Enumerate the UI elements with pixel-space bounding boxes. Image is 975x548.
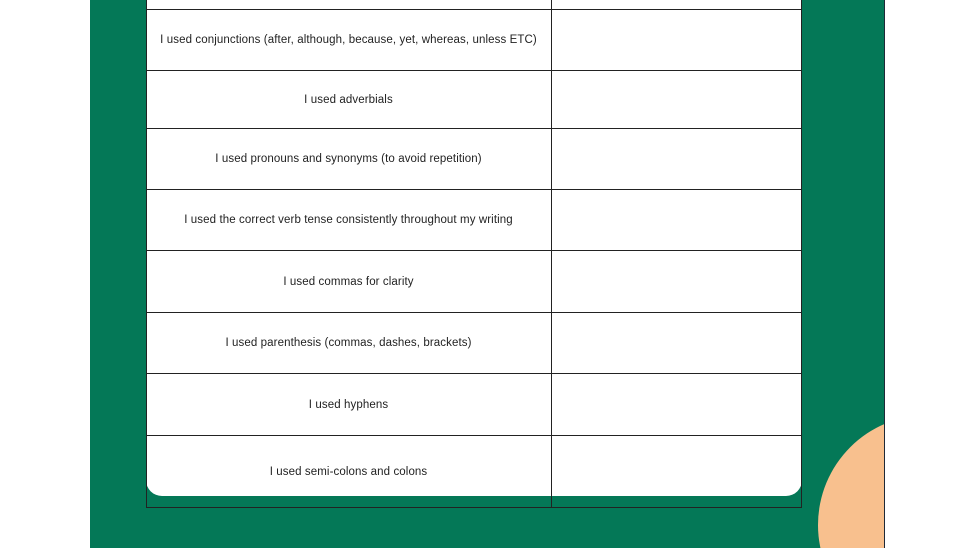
checkbox-cell[interactable] [552,313,801,373]
checkbox-cell[interactable] [552,374,801,435]
checkbox-cell[interactable] [552,10,801,70]
criterion-label: I used commas for clarity [283,275,414,288]
criterion-label: I used adverbials [304,93,393,106]
panel-edge-line [884,0,885,548]
checkbox-cell[interactable] [552,129,801,189]
checkbox-cell[interactable] [552,71,801,128]
table-row [146,436,551,507]
checkbox-cell[interactable] [552,436,801,507]
decorative-peach-circle [818,415,885,548]
criterion-label: I used semi-colons and colons [269,465,428,478]
criterion-label: I used parenthesis (commas, dashes, brackets) [225,337,472,349]
checkbox-cell[interactable] [552,190,801,250]
criterion-label: I used pronouns and synonyms (to avoid repetition) [215,153,482,165]
table-row [146,313,551,373]
table-row [146,251,551,312]
checkbox-cell[interactable] [552,251,801,312]
table-row [146,10,551,70]
table-row [146,71,551,128]
table-row [146,190,551,250]
table-row [146,374,551,435]
criterion-label: I used the correct verb tense consistently throughout my writing [184,214,513,226]
table-row [146,129,551,189]
criterion-label: I used conjunctions (after, although, because, yet, whereas, unless ETC) [160,34,537,46]
criterion-label: I used hyphens [308,398,389,411]
